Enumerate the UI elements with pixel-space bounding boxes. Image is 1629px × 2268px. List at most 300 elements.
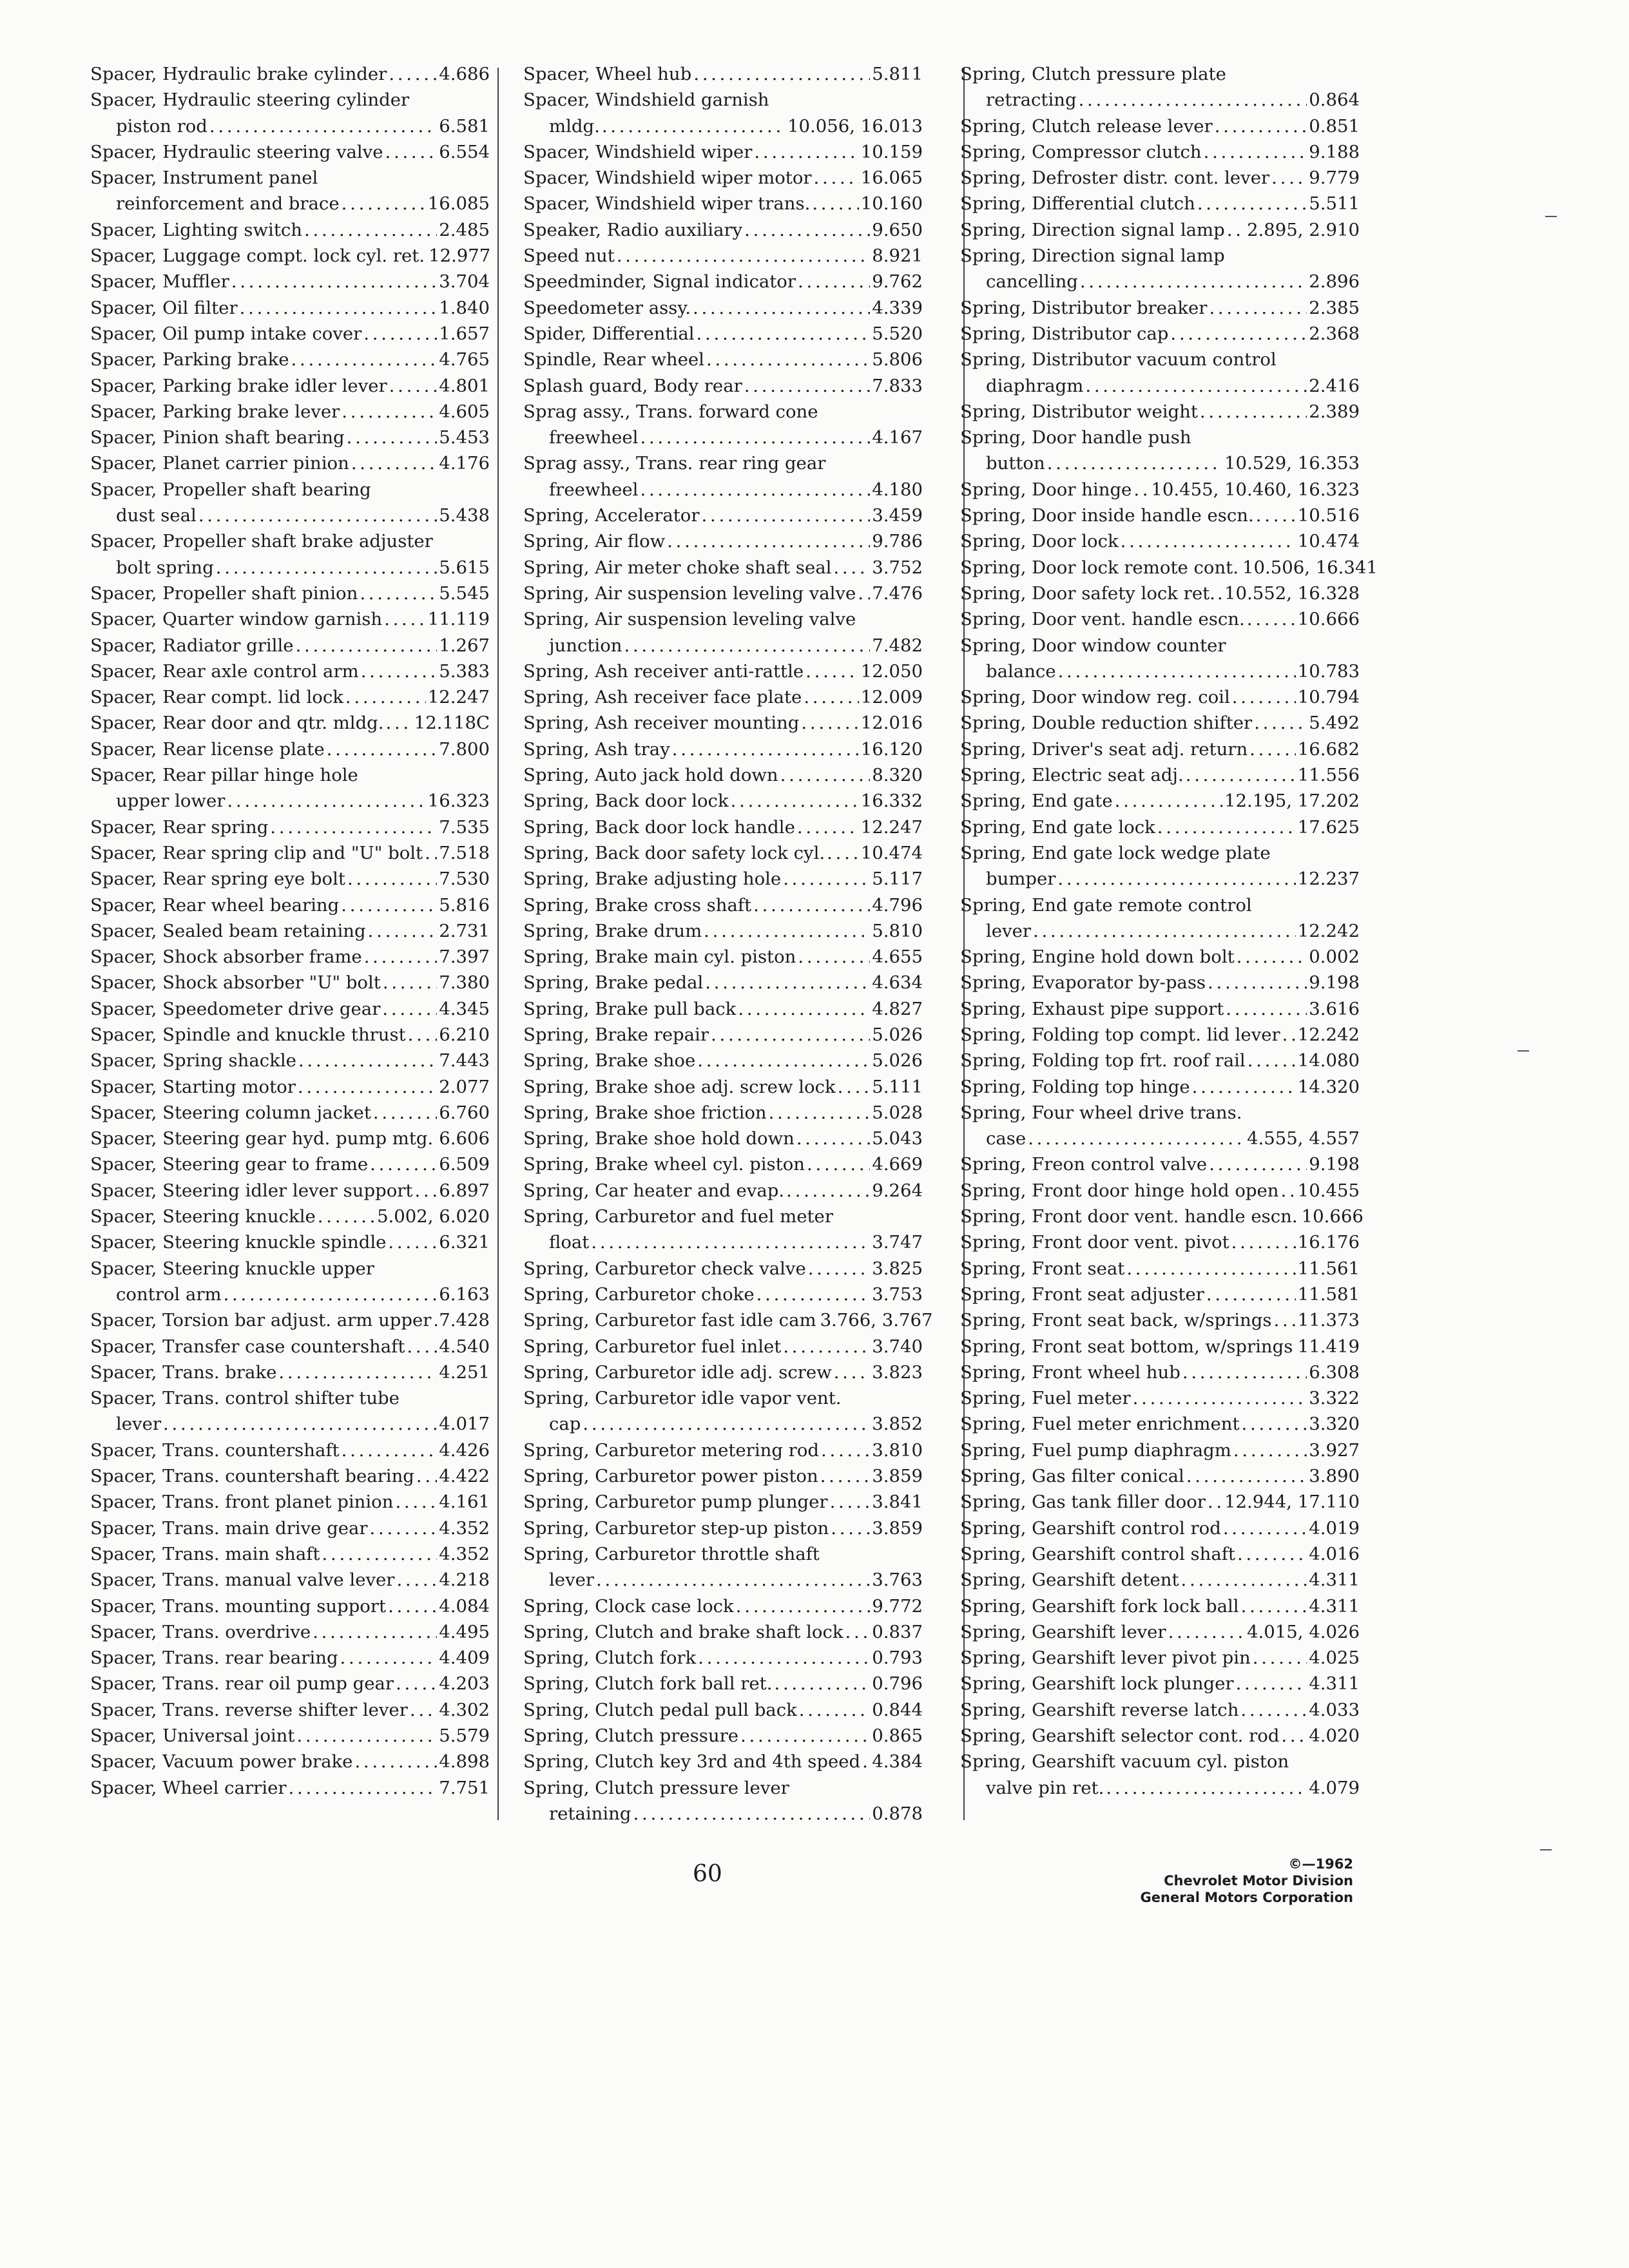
entry-title: Spring, Fuel meter: [960, 1388, 1131, 1409]
entry-page-ref: 5.043: [872, 1128, 923, 1149]
entry-page-ref: 17.625: [1297, 816, 1360, 838]
index-entry: [90, 243, 490, 269]
entry-page-ref: 6.554: [439, 141, 490, 162]
entry-title: Spring, Carburetor power piston: [523, 1466, 818, 1487]
index-entry: [960, 1541, 1360, 1567]
entry-title: Spacer, Universal joint: [90, 1725, 295, 1746]
index-entry: [960, 243, 1360, 295]
entry-page-ref: 4.167: [872, 427, 923, 448]
dot-leader: [821, 1437, 870, 1463]
entry-page-ref: 16.332: [860, 791, 923, 812]
entry-title: Spring, Back door safety lock cyl.: [523, 842, 825, 863]
entry-page-ref: 7.535: [439, 816, 490, 838]
index-entry: [90, 1463, 490, 1489]
entry-title: Spacer, Steering knuckle: [90, 1206, 316, 1227]
entry-title: Spacer, Steering knuckle spindle: [90, 1232, 387, 1253]
entry-title: Spring, Fuel pump diaphragm: [960, 1439, 1231, 1461]
entry-title: Spring, Air suspension leveling valve: [523, 582, 856, 604]
entry-page-ref: 1.840: [439, 297, 490, 318]
dot-leader: [1206, 1282, 1296, 1307]
index-entry: [523, 1671, 923, 1696]
entry-page-ref: 5.117: [872, 869, 923, 890]
entry-title: Sprag assy., Trans. rear ring gear: [523, 453, 826, 474]
dot-leader: [389, 373, 438, 399]
entry-title: Spacer, Trans. overdrive: [90, 1621, 311, 1642]
entry-page-ref: 10.666: [1301, 1206, 1364, 1227]
index-entry: [90, 1697, 490, 1723]
entry-page-ref: 11.373: [1297, 1310, 1360, 1331]
index-entry: [90, 528, 490, 581]
dot-leader: [1253, 1645, 1307, 1671]
dot-leader: [396, 1671, 437, 1696]
entry-page-ref: 9.650: [872, 219, 923, 240]
index-entry: [90, 321, 490, 347]
index-entry: [523, 762, 923, 788]
index-entry: [90, 866, 490, 892]
dot-leader: [370, 1515, 438, 1541]
entry-page-ref: 0.837: [872, 1621, 923, 1642]
index-entry: [90, 1541, 490, 1567]
entry-page-ref: 9.264: [872, 1180, 923, 1201]
dot-leader: [812, 191, 858, 216]
dot-leader: [341, 892, 437, 918]
index-entry: [523, 1282, 923, 1307]
entry-page-ref: 3.825: [872, 1258, 923, 1279]
index-entry: [960, 191, 1360, 216]
entry-page-ref: 6.606: [439, 1128, 490, 1149]
index-entry: [523, 1463, 923, 1489]
dot-leader: [711, 1022, 870, 1048]
index-entry: [523, 1048, 923, 1073]
index-entry: [960, 1411, 1360, 1437]
entry-subtitle: freewheel: [549, 479, 639, 500]
entry-page-ref: 6.760: [439, 1102, 490, 1123]
index-entry: [523, 866, 923, 892]
entry-page-ref: 4.218: [439, 1570, 490, 1591]
entry-page-ref: 3.859: [872, 1517, 923, 1539]
entry-title: Spacer, Steering gear to frame: [90, 1154, 369, 1175]
dot-leader: [838, 1074, 871, 1100]
entry-title: Spring, Carburetor step-up piston: [523, 1517, 829, 1539]
entry-page-ref: 4.352: [439, 1517, 490, 1539]
entry-page-ref: 4.409: [439, 1648, 490, 1669]
entry-title: Spring, Differential clutch: [960, 193, 1195, 215]
entry-page-ref: 3.753: [872, 1283, 923, 1305]
entry-page-ref: 3.740: [872, 1336, 923, 1357]
entry-subtitle: lever: [549, 1570, 595, 1591]
entry-title: Spring, Back door lock: [523, 791, 729, 812]
entry-page-ref: 0.793: [872, 1648, 923, 1669]
entry-title: Spacer, Rear pillar hinge hole: [90, 765, 358, 786]
entry-subtitle: valve pin ret.: [986, 1777, 1104, 1798]
index-entry: [90, 347, 490, 372]
entry-page-ref: 5.026: [872, 1024, 923, 1045]
index-entry: [90, 1723, 490, 1749]
index-entry: [960, 399, 1360, 425]
entry-title: Spacer, Rear spring clip and "U" bolt: [90, 842, 423, 863]
entry-page-ref: 5.545: [439, 582, 490, 604]
dot-leader: [216, 555, 438, 581]
dot-leader: [1080, 269, 1307, 294]
index-entry: [523, 1022, 923, 1048]
entry-title: Spacer, Rear compt. lid lock: [90, 687, 343, 708]
index-entry: [523, 1204, 923, 1256]
dot-leader: [289, 1775, 438, 1801]
entry-title: Spring, Distributor weight: [960, 401, 1198, 422]
index-entry: [960, 736, 1360, 762]
entry-title: Spring, Ash receiver face plate: [523, 687, 802, 708]
dot-leader: [798, 269, 870, 294]
dot-leader: [163, 1411, 437, 1437]
entry-subtitle: bumper: [986, 869, 1056, 890]
entry-title: Spring, Clutch key 3rd and 4th speed: [523, 1751, 861, 1773]
margin-mark: [1518, 1050, 1529, 1052]
index-entry: [523, 840, 923, 866]
entry-page-ref: 6.308: [1309, 1361, 1360, 1383]
entry-title: Spacer, Starting motor: [90, 1076, 296, 1097]
dot-leader: [435, 1126, 437, 1151]
entry-subtitle: piston rod: [116, 115, 207, 137]
dot-leader: [1248, 1048, 1296, 1073]
entry-page-ref: 5.806: [872, 349, 923, 370]
index-entry: [90, 1022, 490, 1048]
entry-page-ref: 2.731: [439, 920, 490, 941]
entry-page-ref: 14.320: [1297, 1076, 1360, 1097]
dot-leader: [198, 503, 437, 528]
entry-page-ref: 5.111: [872, 1076, 923, 1097]
entry-title: Spring, Carburetor choke: [523, 1283, 755, 1305]
index-entry: [523, 658, 923, 684]
entry-title: Spacer, Trans. control shifter tube: [90, 1388, 400, 1409]
dot-leader: [360, 581, 437, 606]
entry-title: Spring, Brake adjusting hole: [523, 869, 782, 890]
dot-leader: [697, 1048, 870, 1073]
dot-leader: [814, 165, 859, 191]
index-column-3: [960, 61, 1378, 1801]
entry-title: Spring, Gearshift control shaft: [960, 1543, 1235, 1564]
index-entry: [90, 87, 490, 139]
entry-page-ref: 9.762: [872, 271, 923, 293]
entry-title: Spacer, Lighting switch: [90, 219, 303, 240]
dot-leader: [1232, 684, 1296, 710]
entry-title: Spring, Clutch pedal pull back: [523, 1699, 797, 1720]
entry-page-ref: 10.455, 10.460, 16.323: [1151, 479, 1360, 500]
index-entry: [90, 1334, 490, 1360]
entry-page-ref: 16.323: [427, 791, 490, 812]
entry-title: Spacer, Hydraulic brake cylinder: [90, 64, 387, 84]
index-entry: [90, 217, 490, 243]
index-entry: [960, 347, 1360, 399]
dot-leader: [373, 1100, 437, 1126]
entry-title: Spring, Gearshift reverse latch: [960, 1699, 1239, 1720]
entry-page-ref: 5.511: [1309, 193, 1360, 215]
entry-title: Spring, Front wheel hub: [960, 1361, 1181, 1383]
entry-title: Spindle, Rear wheel: [523, 349, 704, 370]
entry-title: Spring, Brake shoe friction: [523, 1102, 767, 1123]
entry-page-ref: 4.020: [1309, 1725, 1360, 1746]
index-entry: [90, 1178, 490, 1204]
index-entry: [90, 814, 490, 840]
entry-page-ref: 12.247: [427, 687, 490, 708]
entry-page-ref: 4.384: [872, 1751, 923, 1773]
dot-leader: [783, 866, 870, 892]
entry-page-ref: 4.033: [1309, 1699, 1360, 1720]
entry-page-ref: 4.302: [439, 1699, 490, 1720]
index-entry: [523, 295, 923, 321]
entry-title: Spacer, Steering idler lever support: [90, 1180, 413, 1201]
dot-leader: [1121, 528, 1296, 554]
entry-page-ref: 3.823: [872, 1361, 923, 1383]
entry-title: Spring, Door window reg. coil: [960, 687, 1230, 708]
entry-page-ref: 2.385: [1309, 297, 1360, 318]
entry-title: Spring, Door window counter: [960, 635, 1226, 656]
entry-page-ref: 9.772: [872, 1595, 923, 1617]
entry-page-ref: 5.615: [439, 557, 490, 578]
entry-page-ref: 3.459: [872, 505, 923, 526]
dot-leader: [345, 684, 426, 710]
entry-title: Spring, Ash receiver mounting: [523, 713, 800, 734]
entry-page-ref: 4.426: [439, 1439, 490, 1461]
dot-leader: [1209, 1151, 1307, 1177]
entry-page-ref: 10.794: [1297, 687, 1360, 708]
dot-leader: [834, 1360, 871, 1385]
entry-title: Spacer, Parking brake: [90, 349, 289, 370]
dot-leader: [1280, 1178, 1295, 1204]
index-entry: [523, 503, 923, 528]
entry-page-ref: 9.198: [1309, 1154, 1360, 1175]
dot-leader: [1231, 1229, 1296, 1255]
index-entry: [523, 1256, 923, 1282]
index-entry: [523, 1619, 923, 1645]
dot-leader: [1241, 1593, 1307, 1619]
entry-title: Speed nut: [523, 245, 615, 267]
dot-leader: [640, 425, 870, 450]
entry-subtitle: float: [549, 1232, 590, 1253]
entry-page-ref: 5.438: [439, 505, 490, 526]
index-entry: [90, 1204, 490, 1229]
entry-title: Splash guard, Body rear: [523, 375, 742, 396]
entry-title: Spring, Gearshift vacuum cyl. piston: [960, 1751, 1289, 1773]
entry-title: Spring, Folding top compt. lid lever: [960, 1024, 1280, 1045]
index-entry: [960, 1256, 1360, 1282]
entry-page-ref: 9.779: [1309, 168, 1360, 189]
entry-title: Spacer, Planet carrier pinion: [90, 453, 349, 474]
entry-title: Spacer, Trans. rear oil pump gear: [90, 1673, 394, 1695]
index-entry: [960, 295, 1360, 321]
index-entry: [960, 1437, 1360, 1463]
entry-title: Spring, End gate lock: [960, 816, 1155, 838]
dot-leader: [342, 191, 426, 216]
dot-leader: [1223, 1515, 1307, 1541]
dot-leader: [347, 425, 438, 450]
entry-title: Spring, Clutch fork ball ret.: [523, 1673, 773, 1695]
entry-title: Spacer, Rear axle control arm: [90, 660, 359, 682]
dot-leader: [1247, 606, 1296, 632]
entry-page-ref: 0.796: [872, 1673, 923, 1695]
index-entry: [523, 1515, 923, 1541]
entry-page-ref: 4.311: [1309, 1570, 1360, 1591]
index-entry: [90, 736, 490, 762]
entry-title: Spring, Door hinge: [960, 479, 1132, 500]
entry-page-ref: 4.422: [439, 1466, 490, 1487]
entry-title: Spacer, Trans. mounting support: [90, 1595, 387, 1617]
entry-title: Spring, Carburetor fuel inlet: [523, 1336, 782, 1357]
dot-leader: [858, 581, 870, 606]
dot-leader: [1047, 450, 1222, 476]
dot-leader: [382, 996, 437, 1022]
dot-leader: [1237, 944, 1307, 970]
entry-subtitle: case: [986, 1128, 1027, 1149]
entry-page-ref: 3.747: [872, 1232, 923, 1253]
index-entry: [960, 996, 1360, 1022]
dot-leader: [704, 918, 870, 944]
index-entry: [90, 1307, 490, 1333]
entry-page-ref: 4.339: [872, 297, 923, 318]
entry-title: Spring, Carburetor idle adj. screw: [523, 1361, 832, 1383]
dot-leader: [807, 1151, 870, 1177]
entry-page-ref: 5.579: [439, 1725, 490, 1746]
index-entry: [960, 528, 1360, 554]
entry-title: Spring, Car heater and evap.: [523, 1180, 785, 1201]
index-entry: [960, 217, 1360, 243]
dot-leader: [624, 633, 870, 658]
index-entry: [90, 918, 490, 944]
dot-leader: [1242, 1411, 1307, 1437]
index-entry: [523, 269, 923, 294]
entry-title: Spring, Compressor clutch: [960, 141, 1202, 162]
index-entry: [960, 1515, 1360, 1541]
entry-subtitle: diaphragm: [986, 375, 1084, 396]
dot-leader: [1227, 217, 1245, 243]
entry-page-ref: 5.810: [872, 920, 923, 941]
index-entry: [523, 1645, 923, 1671]
index-entry: [960, 892, 1360, 945]
index-entry: [960, 710, 1360, 736]
entry-subtitle: lever: [986, 920, 1032, 941]
index-entry: [960, 555, 1378, 581]
dot-leader: [364, 944, 438, 970]
dot-leader: [697, 321, 871, 347]
dot-leader: [1133, 1385, 1307, 1411]
entry-title: Spring, Clock case lock: [523, 1595, 734, 1617]
entry-page-ref: 7.800: [439, 738, 490, 760]
entry-page-ref: 4.025: [1309, 1648, 1360, 1669]
dot-leader: [786, 1178, 870, 1204]
index-entry: [523, 1074, 923, 1100]
index-entry: [90, 399, 490, 425]
entry-subtitle: retaining: [549, 1803, 631, 1824]
entry-page-ref: 16.176: [1297, 1232, 1360, 1253]
index-entry: [523, 1489, 923, 1515]
entry-title: Spring, Back door lock handle: [523, 816, 795, 838]
index-entry: [90, 1567, 490, 1593]
index-entry: [90, 269, 490, 294]
dot-leader: [296, 633, 438, 658]
entry-title: Spacer, Shock absorber frame: [90, 947, 362, 968]
dot-leader: [1240, 1697, 1307, 1723]
entry-subtitle: control arm: [116, 1283, 222, 1305]
entry-page-ref: 8.921: [872, 245, 923, 267]
entry-title: Spring, Gearshift lever: [960, 1621, 1166, 1642]
entry-page-ref: 3.704: [439, 271, 490, 293]
index-entry: [960, 1593, 1360, 1619]
index-entry: [90, 165, 490, 217]
dot-leader: [1226, 996, 1307, 1022]
index-entry: [90, 1489, 490, 1515]
index-entry: [960, 1100, 1360, 1152]
index-entry: [90, 944, 490, 970]
entry-page-ref: 7.428: [439, 1310, 490, 1331]
entry-title: Spacer, Windshield garnish: [523, 90, 769, 111]
dot-leader: [672, 736, 859, 762]
dot-leader: [1028, 1126, 1245, 1151]
index-entry: [960, 1307, 1360, 1333]
entry-page-ref: 2.389: [1309, 401, 1360, 422]
index-entry: [960, 1022, 1360, 1048]
entry-title: Spring, Brake repair: [523, 1024, 709, 1045]
entry-page-ref: 8.320: [872, 765, 923, 786]
entry-title: Spring, Clutch pressure: [523, 1725, 739, 1746]
entry-page-ref: 3.890: [1309, 1466, 1360, 1487]
dot-leader: [1282, 1022, 1296, 1048]
entry-title: Spring, Gearshift detent: [960, 1570, 1179, 1591]
dot-leader: [1249, 736, 1296, 762]
index-entry: [960, 684, 1360, 710]
entry-title: Spacer, Windshield wiper: [523, 141, 753, 162]
entry-title: Spring, Door vent. handle escn.: [960, 609, 1245, 630]
entry-page-ref: 10.056, 16.013: [787, 115, 923, 137]
dot-leader: [757, 1282, 871, 1307]
index-entry: [523, 1307, 933, 1333]
dot-leader: [744, 373, 871, 399]
dot-leader: [801, 710, 858, 736]
entry-subtitle: retracting: [986, 90, 1077, 111]
index-entry: [523, 1151, 923, 1177]
dot-leader: [370, 1151, 437, 1177]
entry-title: Spring, Front seat bottom, w/springs: [960, 1336, 1293, 1357]
dot-leader: [602, 113, 786, 139]
dot-leader: [1157, 814, 1296, 840]
index-entry: [523, 450, 923, 503]
dot-leader: [798, 944, 870, 970]
index-entry: [523, 1775, 923, 1827]
index-entry: [523, 139, 923, 165]
index-entry: [960, 840, 1360, 892]
entry-title: Spacer, Rear spring: [90, 816, 269, 838]
index-entry: [523, 1593, 923, 1619]
entry-page-ref: 4.016: [1309, 1543, 1360, 1564]
index-entry: [523, 1723, 923, 1749]
index-entry: [523, 1385, 923, 1437]
index-entry: [90, 1775, 490, 1801]
entry-page-ref: 6.897: [439, 1180, 490, 1201]
entry-page-ref: 11.556: [1297, 765, 1360, 786]
dot-leader: [363, 321, 437, 347]
margin-mark: [1540, 1849, 1552, 1850]
entry-page-ref: 4.655: [872, 947, 923, 968]
index-entry: [523, 1697, 923, 1723]
entry-title: Spacer, Oil filter: [90, 297, 238, 318]
index-entry: [90, 1515, 490, 1541]
entry-page-ref: 3.810: [872, 1439, 923, 1461]
entry-page-ref: 4.180: [872, 479, 923, 500]
dot-leader: [617, 243, 870, 269]
entry-page-ref: 4.352: [439, 1543, 490, 1564]
entry-title: Spring, Clutch pressure lever: [523, 1777, 789, 1798]
dot-leader: [1197, 191, 1307, 216]
entry-subtitle: dust seal: [116, 505, 197, 526]
index-column-1: [90, 61, 490, 1801]
